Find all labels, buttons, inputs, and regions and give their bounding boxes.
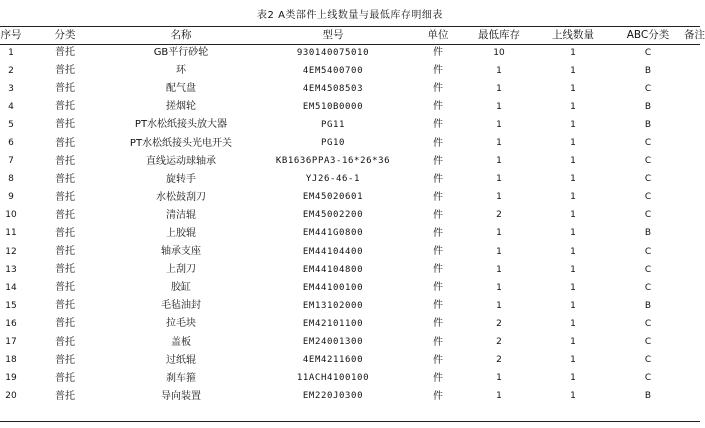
cell-category: 普托 — [55, 246, 75, 258]
cell-line-qty: 1 — [570, 355, 576, 366]
cell-abc-class: C — [644, 83, 652, 94]
cell-remark — [684, 134, 700, 152]
cell-unit: 件 — [433, 264, 443, 276]
cell-category: 普托 — [55, 83, 75, 95]
cell-model: YJ26-46-1 — [305, 174, 361, 185]
cell-min-stock: 1 — [496, 138, 502, 149]
cell-category: 普托 — [55, 282, 75, 294]
cell-unit: 件 — [433, 191, 443, 203]
cell-category: 普托 — [55, 173, 75, 185]
table-body — [0, 44, 700, 406]
cell-model: 4EM5400700 — [302, 65, 364, 76]
cell-name: 拉毛块 — [166, 318, 196, 330]
cell-name: 环 — [176, 65, 186, 77]
header-unit: 单位 — [427, 29, 449, 42]
cell-min-stock: 2 — [496, 355, 502, 366]
table-row — [0, 171, 700, 189]
cell-unit: 件 — [433, 354, 443, 366]
cell-name: 胶缸 — [171, 282, 191, 294]
cell-remark — [684, 352, 700, 370]
cell-remark — [684, 297, 700, 315]
cell-name: PT水松纸接头放大器 — [134, 119, 228, 131]
cell-min-stock: 1 — [496, 174, 502, 185]
cell-name: 过纸辊 — [166, 354, 196, 366]
cell-remark — [684, 207, 700, 225]
cell-min-stock: 1 — [496, 373, 502, 384]
cell-abc-class: B — [644, 101, 652, 112]
cell-unit: 件 — [433, 318, 443, 330]
cell-index: 12 — [5, 246, 17, 257]
cell-line-qty: 1 — [570, 192, 576, 203]
cell-index: 5 — [8, 119, 14, 130]
cell-index: 3 — [8, 83, 14, 94]
cell-name: PT水松纸接头光电开关 — [129, 137, 233, 149]
cell-name: 轴承支座 — [161, 246, 201, 258]
table-row — [0, 225, 700, 243]
cell-unit: 件 — [433, 83, 443, 95]
table-header-row — [0, 27, 700, 44]
cell-abc-class: C — [644, 282, 652, 293]
cell-abc-class: B — [644, 119, 652, 130]
table-row — [0, 297, 700, 315]
cell-index: 20 — [5, 391, 17, 402]
header-model: 型号 — [322, 29, 344, 42]
cell-min-stock: 2 — [496, 337, 502, 348]
cell-unit: 件 — [433, 336, 443, 348]
table-row — [0, 315, 700, 333]
cell-name: 导向装置 — [161, 390, 201, 402]
header-name: 名称 — [170, 29, 192, 42]
cell-line-qty: 1 — [570, 228, 576, 239]
cell-remark — [684, 80, 700, 98]
cell-remark — [684, 225, 700, 243]
cell-category: 普托 — [55, 354, 75, 366]
cell-min-stock: 10 — [493, 47, 505, 58]
cell-abc-class: C — [644, 138, 652, 149]
cell-abc-class: C — [644, 192, 652, 203]
cell-abc-class: C — [644, 264, 652, 275]
cell-abc-class: C — [644, 174, 652, 185]
cell-unit: 件 — [433, 282, 443, 294]
cell-model: EM220J0300 — [302, 391, 364, 402]
cell-min-stock: 1 — [496, 264, 502, 275]
header-remark: 备注 — [684, 29, 705, 42]
cell-remark — [684, 62, 700, 80]
cell-abc-class: B — [644, 391, 652, 402]
cell-model: 11ACH4100100 — [296, 373, 370, 384]
header-line-qty: 上线数量 — [552, 29, 594, 42]
cell-remark — [684, 261, 700, 279]
cell-category: 普托 — [55, 300, 75, 312]
cell-min-stock: 1 — [496, 300, 502, 311]
cell-index: 10 — [5, 210, 17, 221]
cell-line-qty: 1 — [570, 138, 576, 149]
cell-unit: 件 — [433, 227, 443, 239]
cell-line-qty: 1 — [570, 318, 576, 329]
cell-category: 普托 — [55, 318, 75, 330]
cell-line-qty: 1 — [570, 47, 576, 58]
table-row — [0, 370, 700, 388]
cell-model: KB1636PPA3-16*26*36 — [275, 156, 391, 167]
cell-line-qty: 1 — [570, 156, 576, 167]
cell-min-stock: 1 — [496, 192, 502, 203]
cell-category: 普托 — [55, 155, 75, 167]
cell-abc-class: C — [644, 246, 652, 257]
cell-unit: 件 — [433, 246, 443, 258]
cell-remark — [684, 388, 700, 406]
cell-remark — [684, 370, 700, 388]
header-category: 分类 — [54, 29, 76, 42]
cell-index: 9 — [8, 192, 14, 203]
cell-index: 4 — [8, 101, 14, 112]
cell-min-stock: 1 — [496, 282, 502, 293]
cell-min-stock: 1 — [496, 391, 502, 402]
cell-unit: 件 — [433, 372, 443, 384]
cell-line-qty: 1 — [570, 119, 576, 130]
cell-min-stock: 1 — [496, 228, 502, 239]
cell-index: 1 — [8, 47, 14, 58]
cell-line-qty: 1 — [570, 174, 576, 185]
cell-category: 普托 — [55, 390, 75, 402]
cell-index: 7 — [8, 156, 14, 167]
table-row — [0, 98, 700, 116]
cell-name: 上胶辊 — [166, 227, 196, 239]
cell-min-stock: 1 — [496, 246, 502, 257]
table-row — [0, 261, 700, 279]
cell-remark — [684, 279, 700, 297]
cell-unit: 件 — [433, 155, 443, 167]
cell-name: 水松鼓刮刀 — [156, 191, 206, 203]
cell-index: 18 — [5, 355, 17, 366]
cell-line-qty: 1 — [570, 373, 576, 384]
cell-category: 普托 — [55, 372, 75, 384]
cell-unit: 件 — [433, 300, 443, 312]
cell-min-stock: 1 — [496, 83, 502, 94]
cell-category: 普托 — [55, 137, 75, 149]
cell-line-qty: 1 — [570, 246, 576, 257]
cell-model: EM44104800 — [302, 264, 364, 275]
cell-model: EM24001300 — [302, 337, 364, 348]
cell-name: 清洁辊 — [166, 209, 196, 221]
table-row — [0, 62, 700, 80]
cell-line-qty: 1 — [570, 337, 576, 348]
cell-model: EM45020601 — [302, 192, 364, 203]
table-row — [0, 80, 700, 98]
cell-abc-class: B — [644, 228, 652, 239]
cell-name: 盖板 — [171, 336, 191, 348]
table-row — [0, 207, 700, 225]
cell-line-qty: 1 — [570, 210, 576, 221]
table-row — [0, 334, 700, 352]
cell-abc-class: C — [644, 47, 652, 58]
cell-min-stock: 2 — [496, 210, 502, 221]
table-row — [0, 189, 700, 207]
cell-remark — [684, 315, 700, 333]
cell-name: 刹车箍 — [166, 372, 196, 384]
table-row — [0, 243, 700, 261]
cell-abc-class: B — [644, 65, 652, 76]
table-row — [0, 134, 700, 152]
cell-remark — [684, 98, 700, 116]
cell-model: 4EM4508503 — [302, 83, 364, 94]
cell-index: 16 — [5, 318, 17, 329]
inventory-table — [0, 27, 705, 406]
cell-remark — [684, 116, 700, 134]
cell-model: PG10 — [320, 138, 346, 149]
cell-unit: 件 — [433, 119, 443, 131]
cell-model: 4EM4211600 — [302, 355, 364, 366]
cell-unit: 件 — [433, 47, 443, 59]
cell-line-qty: 1 — [570, 65, 576, 76]
cell-category: 普托 — [55, 101, 75, 113]
cell-category: 普托 — [55, 264, 75, 276]
cell-index: 8 — [8, 174, 14, 185]
cell-name: 毛毡油封 — [161, 300, 201, 312]
cell-abc-class: C — [644, 156, 652, 167]
header-index: 序号 — [0, 29, 22, 42]
cell-abc-class: C — [644, 337, 652, 348]
cell-name: 直线运动球轴承 — [146, 155, 216, 167]
header-min-stock: 最低库存 — [478, 29, 520, 42]
cell-index: 14 — [5, 282, 17, 293]
cell-remark — [684, 334, 700, 352]
cell-remark — [684, 171, 700, 189]
table-bottom-rule — [0, 421, 700, 422]
cell-min-stock: 2 — [496, 318, 502, 329]
cell-model: EM510B0000 — [302, 101, 364, 112]
table-row — [0, 352, 700, 370]
cell-model: PG11 — [320, 119, 346, 130]
cell-model: EM44104400 — [302, 246, 364, 257]
cell-name: 旋转手 — [166, 173, 196, 185]
cell-abc-class: C — [644, 210, 652, 221]
cell-model: 930140075010 — [296, 47, 370, 58]
cell-model: EM13102000 — [302, 300, 364, 311]
cell-line-qty: 1 — [570, 101, 576, 112]
cell-line-qty: 1 — [570, 264, 576, 275]
cell-index: 11 — [5, 228, 17, 239]
cell-line-qty: 1 — [570, 391, 576, 402]
cell-line-qty: 1 — [570, 282, 576, 293]
cell-index: 6 — [8, 138, 14, 149]
cell-name: 上刮刀 — [166, 264, 196, 276]
cell-unit: 件 — [433, 101, 443, 113]
cell-abc-class: C — [644, 373, 652, 384]
table-row — [0, 44, 700, 62]
cell-model: EM441G0800 — [302, 228, 364, 239]
cell-abc-class: C — [644, 318, 652, 329]
cell-abc-class: B — [644, 300, 652, 311]
cell-remark — [684, 243, 700, 261]
table-row — [0, 388, 700, 406]
cell-unit: 件 — [433, 137, 443, 149]
cell-index: 17 — [5, 337, 17, 348]
cell-name: 配气盘 — [166, 83, 196, 95]
cell-min-stock: 1 — [496, 65, 502, 76]
cell-name: 搓烟轮 — [166, 101, 196, 113]
cell-model: EM44100100 — [302, 282, 364, 293]
cell-category: 普托 — [55, 191, 75, 203]
cell-model: EM45002200 — [302, 210, 364, 221]
cell-index: 13 — [5, 264, 17, 275]
cell-remark — [684, 189, 700, 207]
table-row — [0, 153, 700, 171]
cell-category: 普托 — [55, 65, 75, 77]
cell-abc-class: C — [644, 355, 652, 366]
cell-remark — [684, 153, 700, 171]
cell-line-qty: 1 — [570, 300, 576, 311]
cell-index: 2 — [8, 65, 14, 76]
cell-min-stock: 1 — [496, 119, 502, 130]
cell-index: 19 — [5, 373, 17, 384]
cell-category: 普托 — [55, 227, 75, 239]
cell-category: 普托 — [55, 209, 75, 221]
cell-min-stock: 1 — [496, 101, 502, 112]
table-title: 表2 A类部件上线数量与最低库存明细表 — [257, 10, 443, 21]
table-row — [0, 116, 700, 134]
cell-remark — [684, 44, 700, 62]
cell-unit: 件 — [433, 65, 443, 77]
table-row — [0, 279, 700, 297]
cell-min-stock: 1 — [496, 156, 502, 167]
cell-index: 15 — [5, 300, 17, 311]
cell-category: 普托 — [55, 119, 75, 131]
cell-unit: 件 — [433, 390, 443, 402]
cell-unit: 件 — [433, 209, 443, 221]
cell-model: EM42101100 — [302, 318, 364, 329]
cell-category: 普托 — [55, 336, 75, 348]
cell-name: GB平行砂轮 — [153, 47, 209, 59]
cell-category: 普托 — [55, 47, 75, 59]
header-abc-class: ABC分类 — [626, 29, 670, 42]
cell-unit: 件 — [433, 173, 443, 185]
cell-line-qty: 1 — [570, 83, 576, 94]
